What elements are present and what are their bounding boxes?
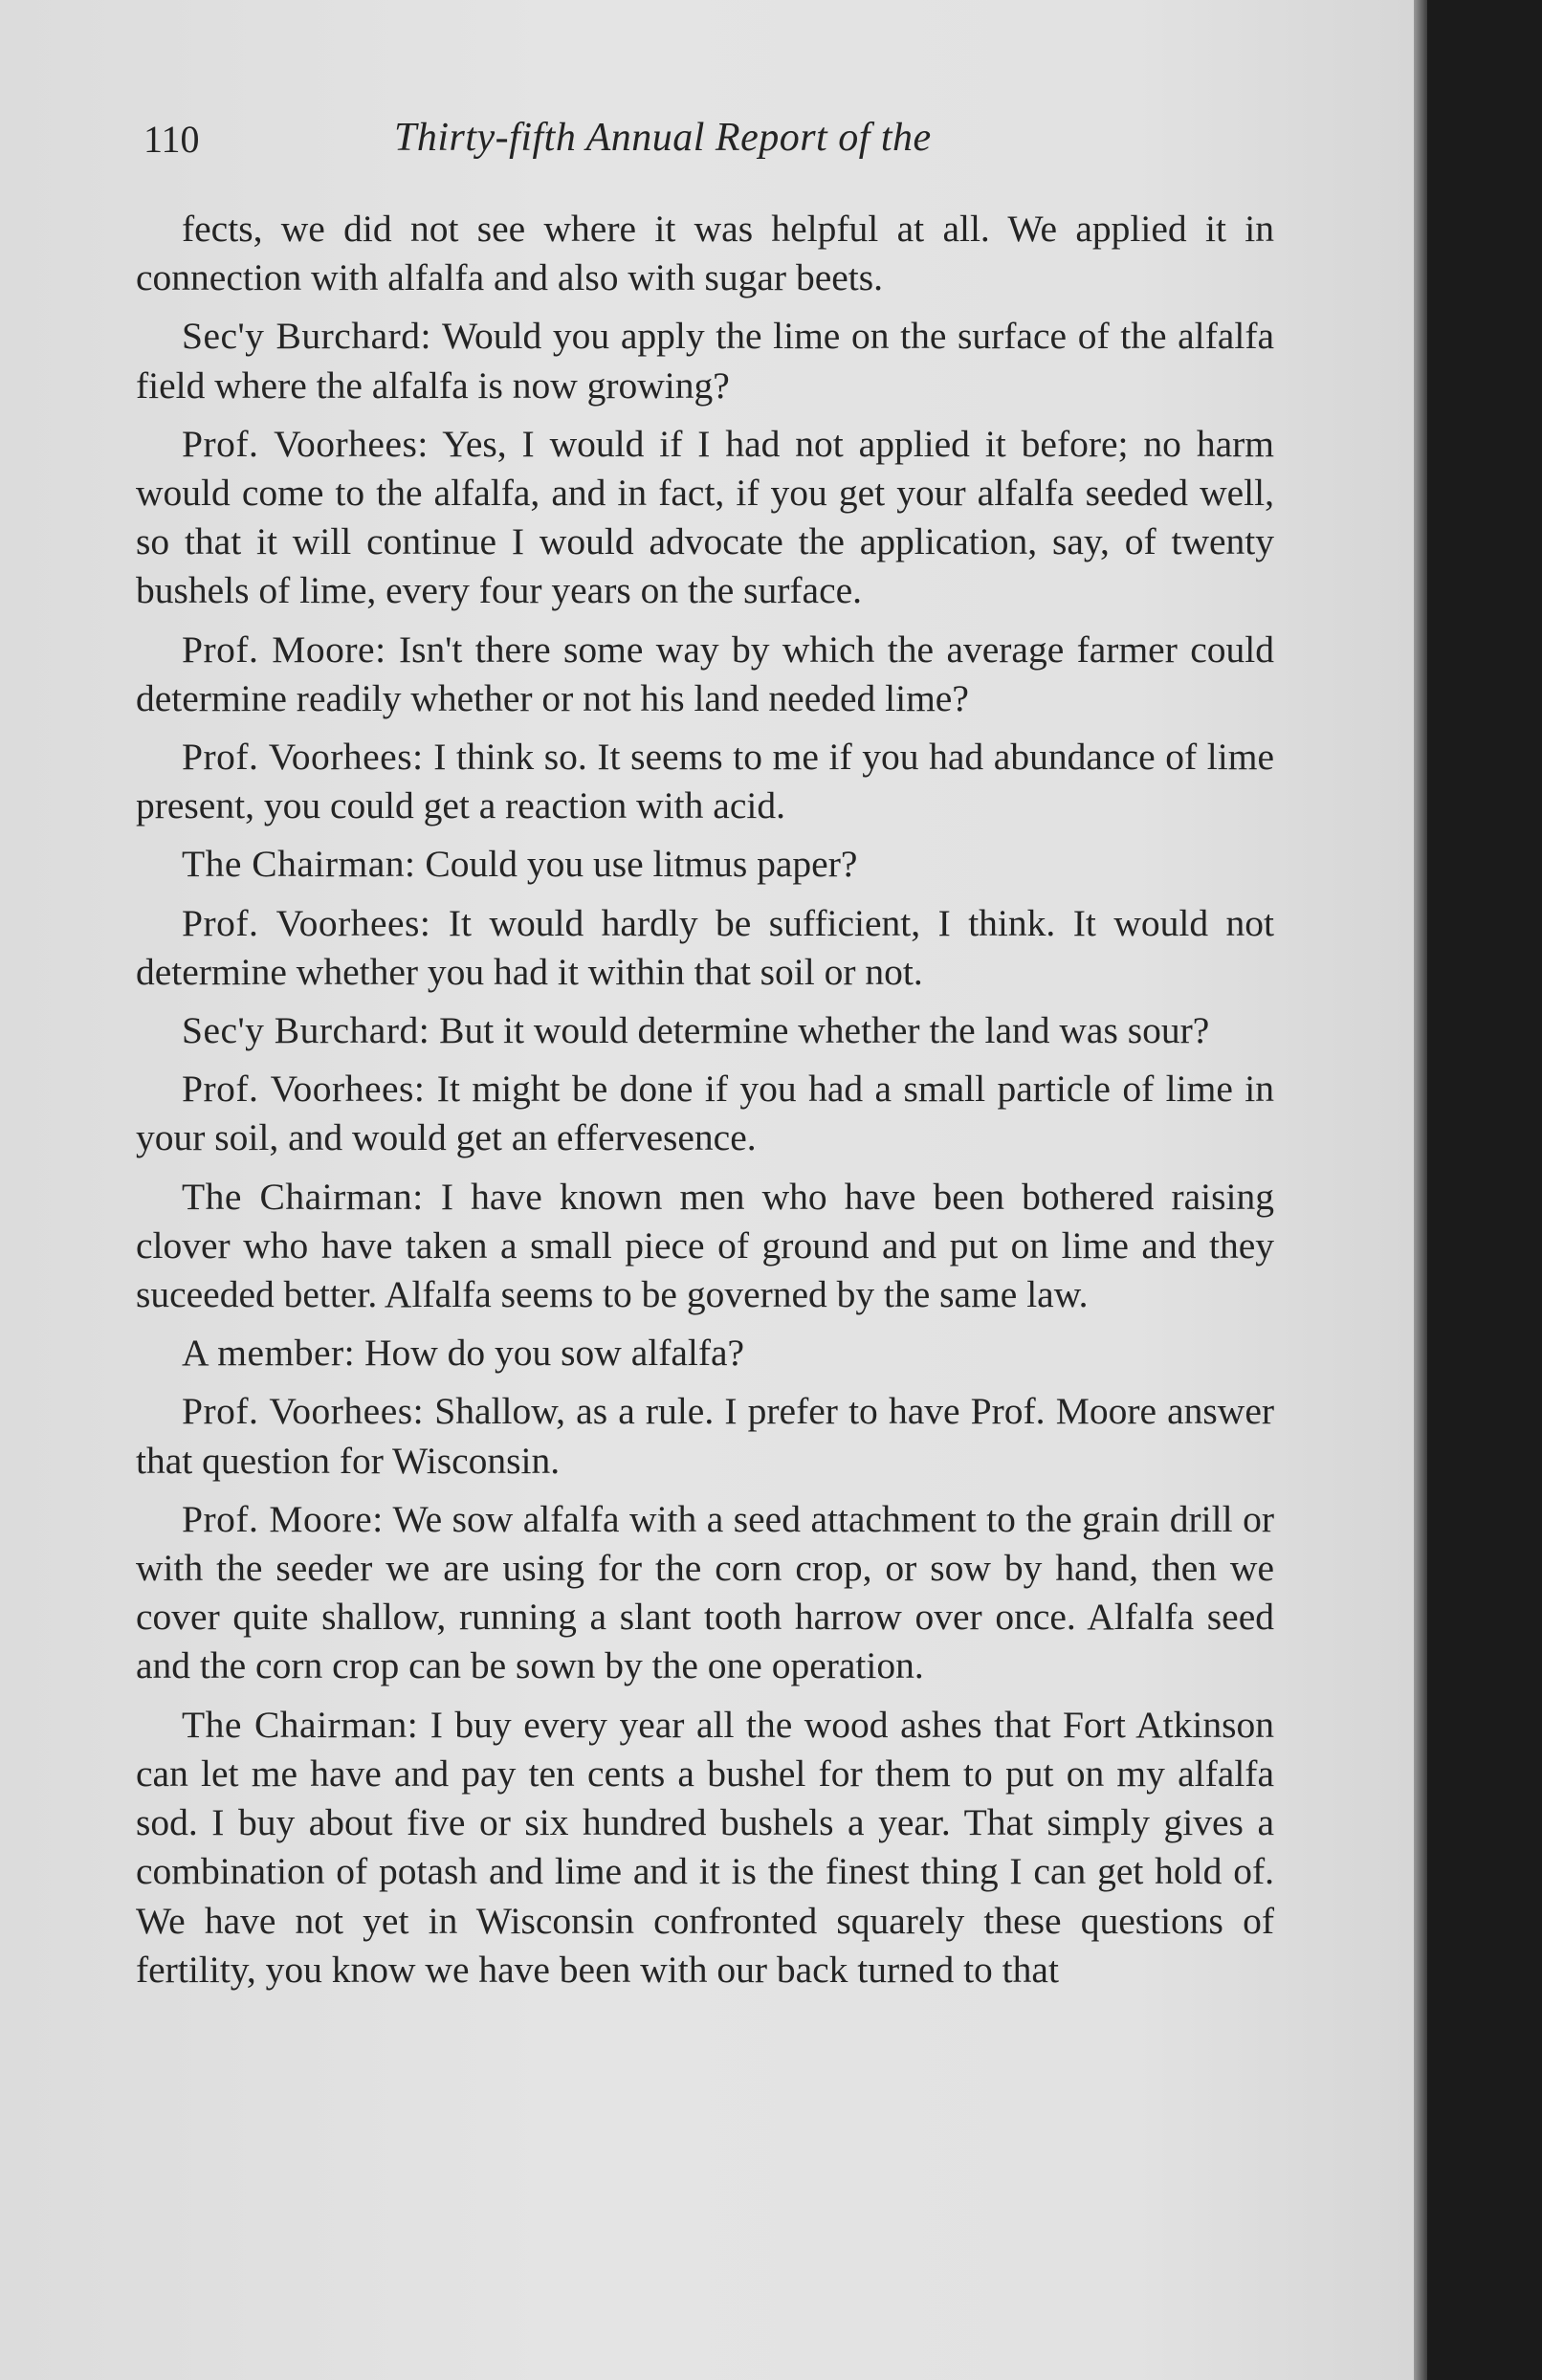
paragraph bbox=[136, 1173, 1274, 1320]
speaker-label: Sec'y Burchard: bbox=[182, 1009, 430, 1052]
paragraph bbox=[136, 1065, 1274, 1162]
paragraph bbox=[136, 1495, 1274, 1691]
paragraph-text: Could you use litmus paper? bbox=[425, 843, 858, 886]
running-title: Thirty-fifth Annual Report of the bbox=[394, 116, 932, 160]
paragraph bbox=[136, 626, 1274, 723]
speaker-label: Sec'y Burchard: bbox=[182, 315, 431, 358]
paragraph-text: Would you apply the lime on the surface of the alfalfa field where the alfalfa is now growing? bbox=[136, 315, 1275, 407]
page-edge bbox=[1414, 0, 1427, 2380]
page-number: 110 bbox=[143, 118, 200, 161]
paragraph bbox=[136, 1387, 1274, 1485]
paragraph-text: It would hardly be sufficient, I think. It would not determine whether you had it within that soil or not. bbox=[136, 901, 1275, 993]
paragraph bbox=[136, 205, 1274, 302]
paragraph bbox=[136, 420, 1274, 616]
paragraph bbox=[136, 1006, 1274, 1055]
paragraph-text: We sow alfalfa with a seed attachment to the grain drill or with the seeder we are using for the corn crop, or sow by hand, then we cover quite shallow, running a slant tooth harrow over once. Alfalfa seed and the corn crop can be sown by the one operation. bbox=[136, 1497, 1274, 1687]
paragraph-text: How do you sow alfalfa? bbox=[364, 1332, 745, 1375]
speaker-label: The Chairman: bbox=[182, 1703, 419, 1746]
body-text bbox=[136, 205, 1274, 2004]
speaker-label: Prof. Voorhees: bbox=[182, 422, 429, 465]
paragraph bbox=[136, 1329, 1274, 1377]
speaker-label: Prof. Voorhees: bbox=[182, 736, 424, 779]
speaker-label: The Chairman: bbox=[182, 843, 416, 886]
paragraph bbox=[136, 1701, 1274, 1994]
paragraph-text: Isn't there some way by which the average farmer could determine readily whether or not his land needed lime? bbox=[136, 628, 1275, 719]
speaker-label: Prof. Moore: bbox=[182, 628, 386, 671]
paragraph bbox=[136, 733, 1274, 830]
paragraph-text: fects, we did not see where it was helpful at all. We applied it in connection with alfalfa and also with sugar beets. bbox=[136, 208, 1274, 299]
speaker-label: Prof. Voorhees: bbox=[182, 1068, 426, 1111]
speaker-label: Prof. Moore: bbox=[182, 1497, 384, 1540]
page-header bbox=[143, 107, 1272, 184]
paragraph-text: I buy every year all the wood ashes that Fort Atkinson can let me have and pay ten cents a bushel for them to put on my alfalfa sod. I buy about five or six hundred bushels a year. That simply gives a combination of potash and lime and it is the finest thing I can get hold of. We have not yet in Wisconsin confronted squarely these questions of fertility, you know we have been with our back turned to that bbox=[136, 1703, 1275, 1991]
paragraph-text: I have known men who have been bothered raising clover who have taken a small piece of ground and put on lime and they suceeded better. Alfalfa seems to be governed by the same law. bbox=[136, 1175, 1274, 1316]
paragraph-text: But it would determine whether the land was sour? bbox=[439, 1009, 1210, 1052]
speaker-label: The Chairman: bbox=[182, 1175, 424, 1218]
underlying-page bbox=[1427, 0, 1542, 2380]
paragraph bbox=[136, 899, 1274, 997]
speaker-label: A member: bbox=[182, 1332, 356, 1375]
paragraph-text: I think so. It seems to me if you had abundance of lime present, you could get a reaction with acid. bbox=[136, 736, 1275, 827]
paragraph bbox=[136, 312, 1274, 409]
speaker-label: Prof. Voorhees: bbox=[182, 901, 431, 944]
paragraph-text: Yes, I would if I had not applied it before; no harm would come to the alfalfa, and in fact, if you get your alfalfa seeded well, so that it will continue I would advocate the application, say, of twenty bushels of lime, every four years on the surface. bbox=[136, 422, 1274, 612]
paragraph-text: Shallow, as a rule. I prefer to have Prof. Moore answer that question for Wisconsin. bbox=[136, 1390, 1275, 1482]
speaker-label: Prof. Voorhees: bbox=[182, 1390, 425, 1433]
paragraph bbox=[136, 840, 1274, 889]
paragraph-text: It might be done if you had a small particle of lime in your soil, and would get an effervesence. bbox=[136, 1068, 1275, 1159]
